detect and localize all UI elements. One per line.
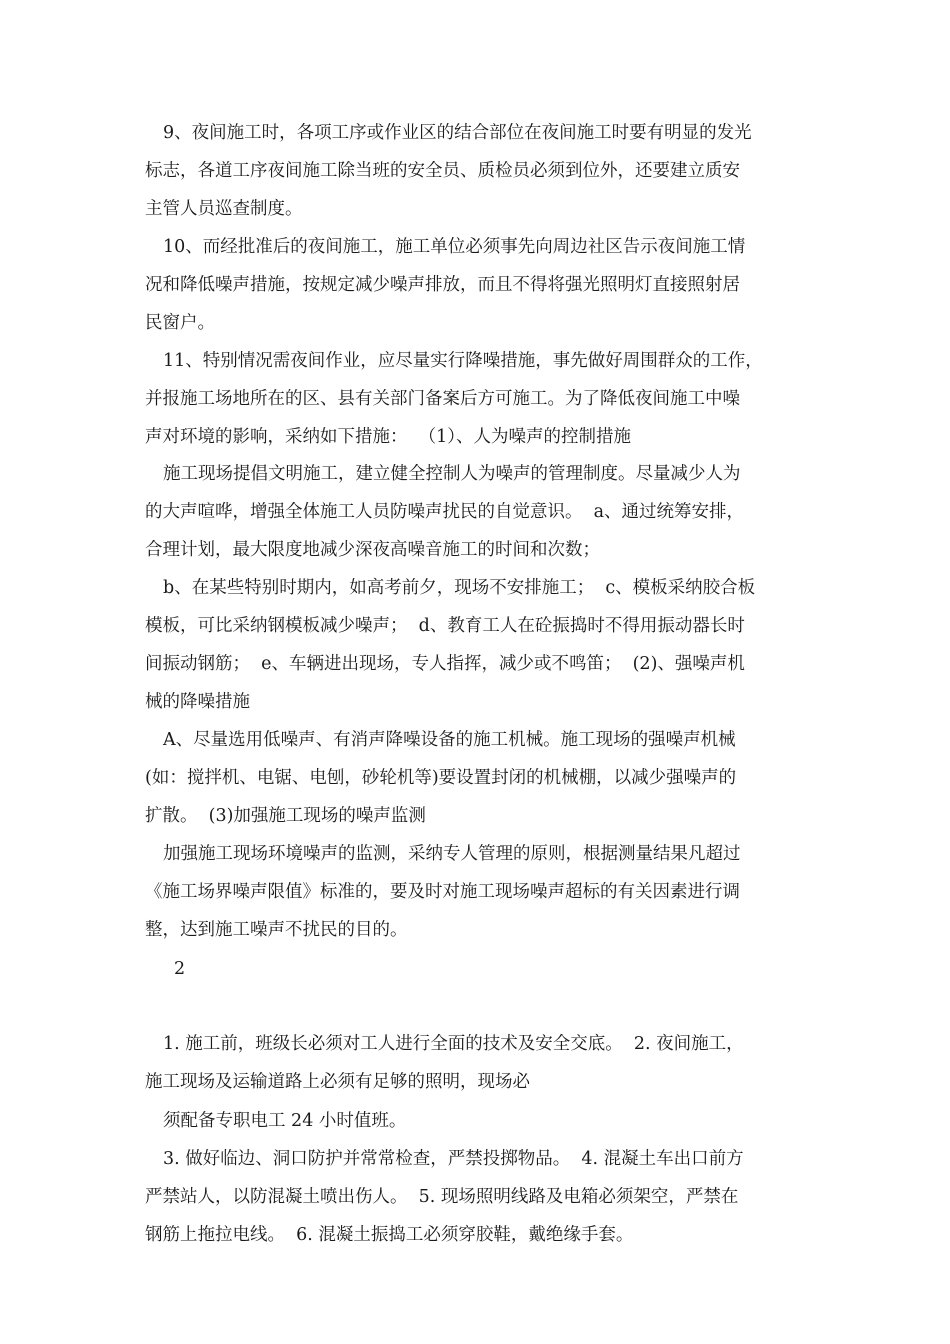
text-line: (如：搅拌机、电锯、电刨，砂轮机等)要设置封闭的机械棚，以减少强噪声的	[145, 768, 737, 788]
text-line: 严禁站人，以防混凝土喷出伤人。 5. 现场照明线路及电箱必须架空，严禁在	[145, 1187, 739, 1207]
text-line: 主管人员巡查制度。	[145, 199, 303, 219]
text-line: 模板，可比采纳钢模板减少噪声； d、教育工人在砼振捣时不得用振动器长时	[145, 616, 745, 636]
text-line: 施工现场提倡文明施工，建立健全控制人为噪声的管理制度。尽量减少人为	[163, 464, 741, 484]
text-line: 标志，各道工序夜间施工除当班的安全员、质检员必须到位外，还要建立质安	[145, 161, 740, 181]
text-line: 钢筋上拖拉电线。 6. 混凝土振捣工必须穿胶鞋，戴绝缘手套。	[145, 1225, 634, 1245]
text-line: 9、夜间施工时，各项工序或作业区的结合部位在夜间施工时要有明显的发光	[163, 123, 752, 143]
text-line: 1. 施工前，班级长必须对工人进行全面的技术及安全交底。 2. 夜间施工，	[163, 1034, 744, 1054]
text-line: 的大声喧哗，增强全体施工人员防噪声扰民的自觉意识。 a、通过统筹安排，	[145, 502, 745, 522]
text-line: b、在某些特别时期内，如高考前夕，现场不安排施工； c、模板采纳胶合板	[163, 578, 756, 598]
text-line: 扩散。 (3)加强施工现场的噪声监测	[145, 806, 426, 826]
text-line: 民窗户。	[145, 313, 215, 333]
text-line: 并报施工场地所在的区、县有关部门备案后方可施工。为了降低夜间施工中噪	[145, 389, 740, 409]
text-line: 声对环境的影响，采纳如下措施： （1）、人为噪声的控制措施	[145, 427, 632, 447]
text-line: 间振动钢筋； e、车辆进出现场，专人指挥，减少或不鸣笛； (2)、强噪声机	[145, 654, 745, 674]
text-line: 械的降噪措施	[145, 692, 250, 712]
text-line: 3. 做好临边、洞口防护并常常检查，严禁投掷物品。 4. 混凝土车出口前方	[163, 1149, 744, 1169]
text-line: 《施工场界噪声限值》标准的，要及时对施工现场噪声超标的有关因素进行调	[145, 882, 740, 902]
text-line: 10、而经批准后的夜间施工，施工单位必须事先向周边社区告示夜间施工情	[163, 237, 746, 257]
text-line: 须配备专职电工 24 小时值班。	[163, 1111, 407, 1131]
text-line: 施工现场及运输道路上必须有足够的照明，现场必	[145, 1072, 530, 1092]
text-line: 整，达到施工噪声不扰民的目的。	[145, 920, 408, 940]
text-line: 合理计划，最大限度地减少深夜高噪音施工的时间和次数；	[145, 540, 600, 560]
text-line: 况和降低噪声措施，按规定减少噪声排放，而且不得将强光照明灯直接照射居	[145, 275, 740, 295]
text-line: 11、特别情况需夜间作业，应尽量实行降噪措施，事先做好周围群众的工作，	[163, 351, 763, 371]
text-line: A、尽量选用低噪声、有消声降噪设备的施工机械。施工现场的强噪声机械	[163, 730, 736, 750]
text-line: 加强施工现场环境噪声的监测，采纳专人管理的原则，根据测量结果凡超过	[163, 844, 741, 864]
page-number: 2	[174, 959, 186, 979]
